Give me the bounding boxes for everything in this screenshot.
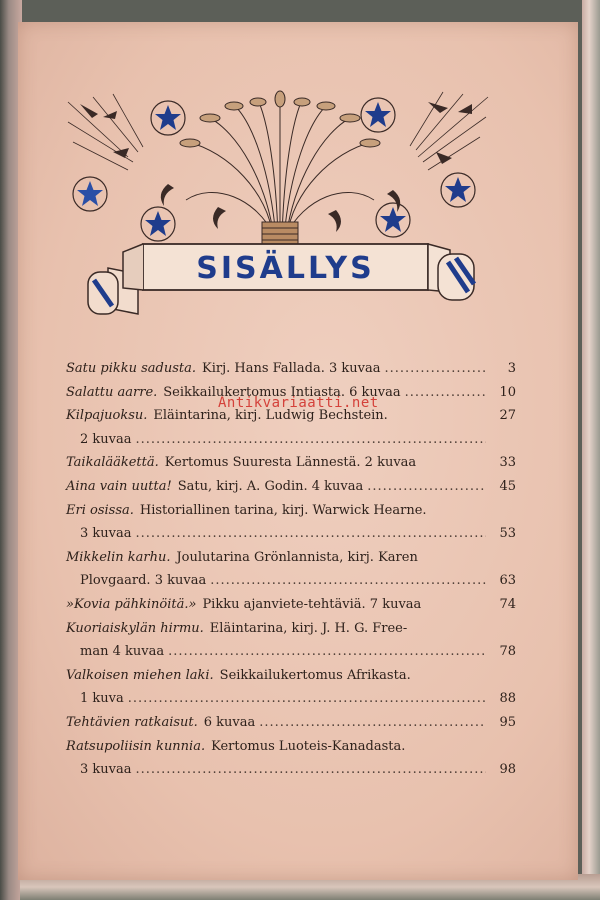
toc-entry-title: »Kovia pähkinöitä.» (66, 596, 197, 612)
toc-page-number: 74 (499, 596, 516, 612)
toc-entry-title: Eri osissa. (66, 502, 134, 518)
toc-leader (384, 357, 486, 381)
toc-entry-desc: 1 kuva (80, 691, 124, 707)
toc-entry-title: Kilpajuoksu. (66, 408, 148, 424)
toc-page-number: 33 (499, 455, 516, 471)
toc-leader (128, 687, 486, 711)
toc-page-number: 45 (499, 478, 516, 494)
toc-page-number: 10 (499, 384, 516, 400)
toc-entry-desc: 3 kuvaa (80, 526, 132, 542)
toc-entry (66, 546, 516, 570)
bird-icon (80, 102, 472, 164)
toc-entry-desc: Seikkailukertomus Afrikasta. (219, 667, 411, 683)
toc-entry-continuation (66, 428, 516, 452)
toc-entry-desc: Joulutarina Grönlannista, kirj. Karen (176, 549, 418, 565)
toc-page-number: 53 (499, 526, 516, 542)
toc-leader (136, 428, 487, 452)
toc-entry-continuation (66, 522, 516, 546)
toc-entry-desc: Historiallinen tarina, kirj. Warwick Hearne. (139, 502, 427, 518)
toc-leader (259, 711, 486, 735)
toc-entry-title: Mikkelin karhu. (66, 549, 171, 565)
toc-entry (66, 711, 516, 735)
toc-entry (66, 499, 516, 523)
toc-entry (66, 451, 516, 475)
toc-leader (367, 475, 486, 499)
toc-entry (66, 404, 516, 428)
toc-page-number: 78 (499, 644, 516, 660)
toc-entry-desc: 2 kuvaa (80, 431, 132, 447)
toc-page-number: 98 (499, 762, 516, 778)
toc-leader (136, 758, 487, 782)
star-icon (141, 207, 175, 241)
toc-entry-desc: 3 kuvaa (80, 762, 132, 778)
toc-entry-desc: Kertomus Luoteis-Kanadasta. (211, 738, 406, 754)
toc-entry-continuation (66, 687, 516, 711)
toc-entry-desc: Kirj. Hans Fallada. 3 kuvaa (202, 361, 381, 376)
toc-leader (210, 569, 486, 593)
toc-entry-desc: Seikkailukertomus Intiasta. 6 kuvaa (163, 384, 401, 400)
star-icon (361, 98, 395, 132)
toc-entry-desc: Plovgaard. 3 kuvaa (80, 573, 207, 589)
toc-entry-title: Kuoriaiskylän hirmu. (66, 620, 204, 636)
toc-entry (66, 593, 516, 617)
toc-entry-desc: 6 kuvaa (203, 714, 256, 730)
toc-entry-title: Salattu aarre. (66, 384, 158, 400)
star-icon (441, 173, 475, 207)
toc-entry-desc: Pikku ajanviete-tehtäviä. 7 kuvaa (202, 596, 422, 612)
toc-entry-desc: Eläintarina, kirj. Ludwig Bechstein. (153, 408, 388, 424)
page-title: SISÄLLYS (196, 251, 375, 286)
toc-leader (136, 522, 487, 546)
toc-page-number: 88 (499, 691, 516, 707)
toc-entry-continuation (66, 640, 516, 664)
toc-page-number: 3 (507, 361, 516, 376)
toc-entry-desc: Eläintarina, kirj. J. H. G. Free- (209, 620, 408, 636)
toc-entry (66, 475, 516, 499)
book-page (18, 22, 578, 880)
star-icon (73, 177, 107, 211)
page-edge-right (582, 0, 600, 900)
toc-entry-desc: man 4 kuvaa (80, 644, 165, 660)
toc-page-number: 27 (499, 408, 516, 424)
toc-page-number: 95 (499, 714, 516, 730)
toc-entry-desc: Kertomus Suuresta Lännestä. 2 kuvaa (164, 455, 417, 471)
toc-leader (168, 640, 486, 664)
toc-entry-title: Ratsupoliisin kunnia. (66, 738, 206, 754)
toc-entry-title: Aina vain uutta! (66, 478, 172, 494)
toc-entry-continuation (66, 569, 516, 593)
toc-entry-title: Valkoisen miehen laki. (66, 667, 214, 683)
wheat-sheaf-icon (180, 91, 380, 246)
toc-entry-continuation (66, 758, 516, 782)
toc-entry-title: Taikalääkettä. (66, 455, 159, 471)
toc-page-number: 63 (499, 573, 516, 589)
toc-entry (66, 381, 516, 405)
toc-entry (66, 357, 516, 381)
watermark: Antikvariaatti.net (218, 395, 379, 411)
toc-leader (405, 381, 486, 405)
toc-entry (66, 735, 516, 759)
star-icon (151, 101, 185, 135)
toc-entry-title: Tehtävien ratkaisut. (66, 714, 198, 730)
star-icon (376, 203, 410, 237)
table-of-contents (66, 357, 516, 782)
toc-entry-desc: Satu, kirj. A. Godin. 4 kuvaa (177, 478, 364, 494)
toc-entry (66, 617, 516, 641)
header-illustration (18, 22, 578, 342)
toc-entry-title: Satu pikku sadusta. (66, 361, 197, 376)
toc-entry (66, 664, 516, 688)
